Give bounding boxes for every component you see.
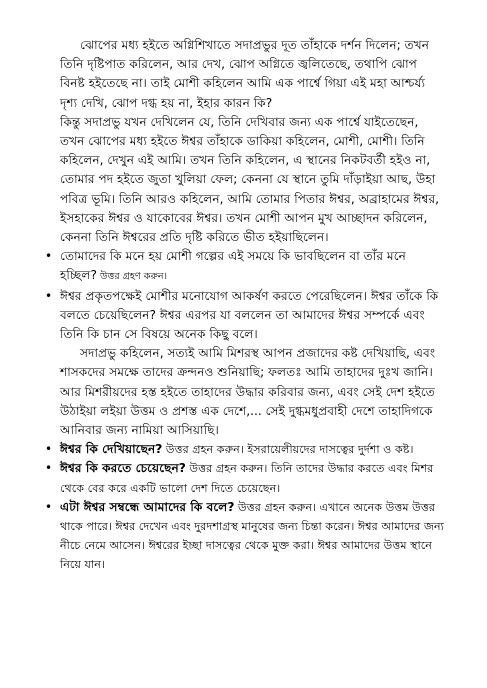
bullet-icon: • [45,499,53,514]
question-list-2 [45,440,444,574]
list-item [45,498,444,575]
document-page [45,36,444,575]
bullet-icon: • [45,249,53,264]
bullet-icon: • [45,442,53,457]
list-item [45,287,444,345]
answer-hint: উত্তর গ্রহণ করুন। [96,271,168,283]
question-text: ঈশ্বর কি দেখিয়াছেন? [60,442,163,457]
paragraph-lord-said: সদাপ্রভু কহিলেন, সত্যই আমি মিশরস্থ আপন প্রজাদের কষ্ট দেখিয়াছি, এবং শাসকদের সমক্ষে তাদের ক্রন্দনও শুনিয়াছি; ফলতঃ আমি তাহাদের দুঃখ জানি। আর মিশরীয়দের হস্ত হইতে তাহাদের উদ্ধার করিবার জন্য, এবং সেই দেশ হইতে উঠাইয়া লইয়া উত্তম ও প্রশস্ত এক দেশে,... সেই দুগ্ধমধুপ্রবাহী দেশে তাহাদিগকে আনিবার জন্য নামিয়া আসিয়াছি। [60,346,436,438]
answer-text: উত্তর গ্রহন করুন। ইসরায়েলীয়দের দাসত্বের দুর্দশা ও কষ্ট। [162,443,414,457]
question-text: ঈশ্বর প্রকৃতপক্ষেই মোশীর মনোযোগ আকর্ষণ করতে পেরেছিলেন। ঈশ্বর তাঁকে কি বলতে চেয়েছিলেন? ঈশ্বর এরপর যা বললেন তা আমাদের ঈশ্বর সম্পর্কে এবং তিনি কি চান সে বিষয়ে অনেক কিছু বলে। [60,288,439,342]
list-item [45,440,444,459]
paragraph-god-calls-moses: কিন্তু সদাপ্রভু যখন দেখিলেন যে, তিনি দেখিবার জন্য এক পার্শ্বে যাইতেছেন, তখন ঝোপের মধ্য হইতে ঈশ্বর তাঁহাকে ডাকিয়া কহিলেন, মোশী, মোশী। তিনি কহিলেন, দেখুন এই আমি। তখন তিনি কহিলেন, এ স্থানের নিকটবর্তী হইও না, তোমার পদ হইতে জুতা খুলিয়া ফেল; কেননা যে স্থানে তুমি দাঁড়াইয়া আছ, উহা পবিত্র ভূমি। তিনি আরও কহিলেন, আমি তোমার পিতার ঈশ্বর, অব্রাহামের ঈশ্বর, ইসহাকের ঈশ্বর ও যাকোবের ঈশ্বর। তখন মোশী আপন মুখ আচ্ছাদন করিলেন, কেননা তিনি ঈশ্বরের প্রতি দৃষ্টি করিতে ভীত হইয়াছিলেন। [60,114,440,245]
list-item [45,459,444,497]
question-text: তোমাদের কি মনে হয় মোশী গল্পের এই সময়ে কি ভাবছিলেন বা তাঁর মনে হচ্ছিল? [60,249,406,283]
bullet-icon: • [45,288,53,303]
bullet-icon: • [45,461,53,476]
answer-text: উত্তর গ্রহন করুন। তিনি তাদের উদ্ধার করতে এবং মিশর থেকে বের করে একটি ভালো দেশ দিতে চেয়েছেন। [60,462,434,495]
question-text: ঈশ্বর কি করতে চেয়েছেন? [60,461,186,476]
paragraph-burning-bush: ঝোপের মধ্য হইতে অগ্নিশিখাতে সদাপ্রভুর দূত তাঁহাকে দর্শন দিলেন; তখন তিনি দৃষ্টিপাত করিলেন, আর দেখ, ঝোপ অগ্নিতে জ্বলিতেছে, তথাপি ঝোপ বিনষ্ট হইতেছে না। তাই মোশী কহিলেন আমি এক পার্শ্বে গিয়া এই মহা আশ্চর্য্য দৃশ্য দেখি, ঝোপ দগ্ধ হয় না, ইহার কারন কি? [60,38,430,110]
list-item [45,247,444,286]
question-list-1 [45,247,444,344]
question-text: এটা ঈশ্বর সম্বন্ধে আমাদের কি বলে? [60,499,235,514]
answer-text: উত্তর গ্রহন করুন। এখানে অনেক উত্তম উত্তর থাকে পারে। ঈশ্বর দেখেন এবং দুরদশাগ্রস্থ মানুষের জন্য চিন্তা করেন। ঈশ্বর আমাদের জন্য নীচে নেমে আসেন। ঈশ্বরের ইচ্ছা দাসত্বের থেকে মুক্ত করা। ঈশ্বর আমাদের উত্তম স্থানে নিয়ে যান। [60,500,444,572]
